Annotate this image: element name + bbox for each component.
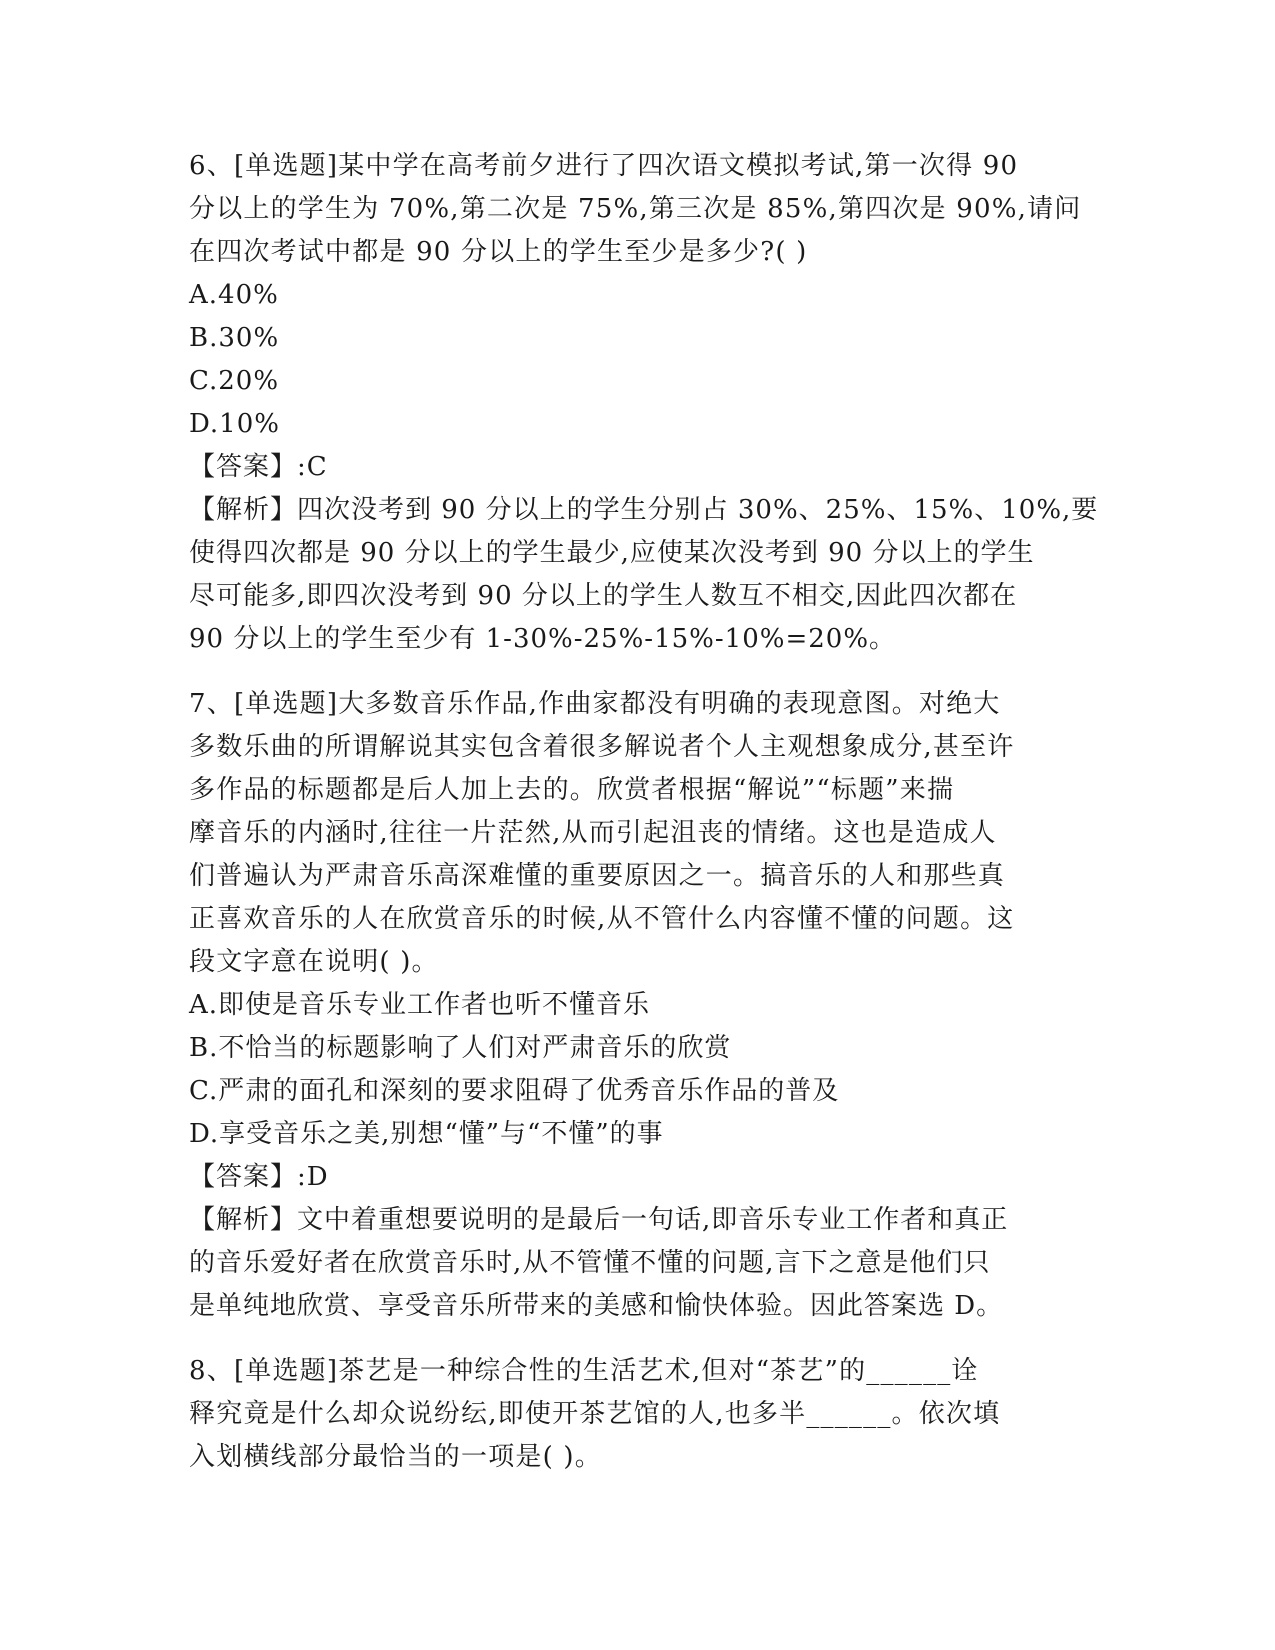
stem-line: 正喜欢音乐的人在欣赏音乐的时候,从不管什么内容懂不懂的问题。这 bbox=[189, 904, 1015, 934]
option-a: A.40% bbox=[189, 280, 279, 310]
analysis-line: 是单纯地欣赏、享受音乐所带来的美感和愉快体验。因此答案选 D。 bbox=[189, 1291, 1004, 1321]
analysis bbox=[189, 489, 1099, 661]
question-stem bbox=[189, 683, 1089, 984]
option-c: C.20% bbox=[189, 366, 280, 396]
stem-line: 6、[单选题]某中学在高考前夕进行了四次语文模拟考试,第一次得 90 bbox=[189, 151, 1019, 181]
option-b: B.不恰当的标题影响了人们对严肃音乐的欣赏 bbox=[189, 1033, 732, 1063]
analysis-line: 【解析】文中着重想要说明的是最后一句话,即音乐专业工作者和真正 bbox=[189, 1205, 1009, 1235]
stem-line: 释究竟是什么却众说纷纭,即使开茶艺馆的人,也多半______。依次填 bbox=[189, 1399, 1001, 1429]
option-b: B.30% bbox=[189, 323, 280, 353]
options-list bbox=[189, 274, 1089, 446]
stem-line: 多数乐曲的所谓解说其实包含着很多解说者个人主观想象成分,甚至许 bbox=[189, 732, 1015, 762]
analysis-line: 使得四次都是 90 分以上的学生最少,应使某次没考到 90 分以上的学生 bbox=[189, 538, 1035, 568]
analysis-line: 的音乐爱好者在欣赏音乐时,从不管懂不懂的问题,言下之意是他们只 bbox=[189, 1248, 991, 1278]
document-page bbox=[189, 145, 1099, 1501]
stem-line: 段文字意在说明( )。 bbox=[189, 947, 439, 977]
analysis-line: 90 分以上的学生至少有 1-30%-25%-15%-10%=20%。 bbox=[189, 624, 897, 654]
question-stem bbox=[189, 1350, 1089, 1479]
stem-line: 在四次考试中都是 90 分以上的学生至少是多少?( ) bbox=[189, 237, 808, 267]
analysis-line: 尽可能多,即四次没考到 90 分以上的学生人数互不相交,因此四次都在 bbox=[189, 581, 1018, 611]
stem-line: 分以上的学生为 70%,第二次是 75%,第三次是 85%,第四次是 90%,请问 bbox=[189, 194, 1082, 224]
option-d: D.享受音乐之美,别想“懂”与“不懂”的事 bbox=[189, 1119, 664, 1149]
analysis bbox=[189, 1199, 1089, 1328]
stem-line: 多作品的标题都是后人加上去的。欣赏者根据“解说”“标题”来揣 bbox=[189, 775, 955, 805]
question-7 bbox=[189, 683, 1089, 1328]
question-6 bbox=[189, 145, 1099, 661]
stem-line: 7、[单选题]大多数音乐作品,作曲家都没有明确的表现意图。对绝大 bbox=[189, 689, 1001, 719]
option-c: C.严肃的面孔和深刻的要求阻碍了优秀音乐作品的普及 bbox=[189, 1076, 840, 1106]
stem-line: 8、[单选题]茶艺是一种综合性的生活艺术,但对“茶艺”的______诠 bbox=[189, 1356, 979, 1386]
analysis-line: 【解析】四次没考到 90 分以上的学生分别占 30%、25%、15%、10%,要 bbox=[189, 495, 1099, 525]
stem-line: 入划横线部分最恰当的一项是( )。 bbox=[189, 1442, 602, 1472]
option-d: D.10% bbox=[189, 409, 280, 439]
answer: 【答案】:C bbox=[189, 452, 328, 482]
question-8 bbox=[189, 1350, 1089, 1479]
stem-line: 摩音乐的内涵时,往往一片茫然,从而引起沮丧的情绪。这也是造成人 bbox=[189, 818, 997, 848]
options-list bbox=[189, 984, 1089, 1156]
question-stem bbox=[189, 145, 1089, 274]
stem-line: 们普遍认为严肃音乐高深难懂的重要原因之一。搞音乐的人和那些真 bbox=[189, 861, 1006, 891]
answer: 【答案】:D bbox=[189, 1162, 329, 1192]
option-a: A.即使是音乐专业工作者也听不懂音乐 bbox=[189, 990, 651, 1020]
